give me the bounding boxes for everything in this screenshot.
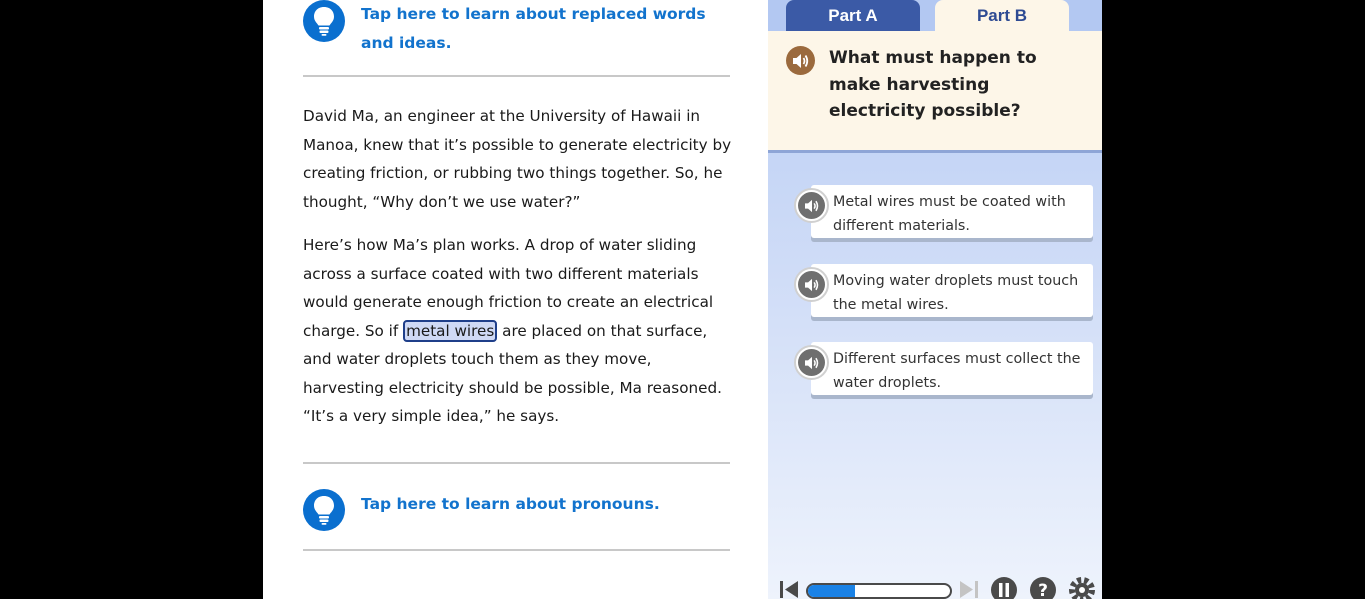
part-tabs	[768, 0, 1102, 31]
answer-option-2[interactable]	[811, 264, 1093, 317]
progress-fill	[808, 585, 855, 597]
skip-forward-icon[interactable]	[958, 578, 980, 599]
paragraph-2-text-a: Here’s how Ma’s plan works. A drop of water sliding across a surface coated with two different materials would generate enough friction to create an electrical charge. So if	[303, 236, 714, 340]
paragraph-1: David Ma, an engineer at the University of Hawaii in Manoa, knew that it’s possible to generate electricity by creating friction, or rubbing two things together. So, he thought, “Why don’t we use water?”	[303, 107, 732, 211]
question-text: What must happen to make harvesting electricity possible?	[829, 48, 1037, 121]
answer-option-text: Metal wires must be coated with different materials.	[833, 194, 1066, 234]
player-controls	[768, 572, 1102, 599]
settings-gear-icon[interactable]	[1068, 576, 1096, 599]
svg-text:?: ?	[1038, 581, 1048, 599]
tab-part-b[interactable]: Part B	[935, 0, 1069, 31]
paragraph-2	[303, 231, 733, 431]
answer-option-text: Different surfaces must collect the water droplets.	[833, 351, 1081, 391]
speaker-icon[interactable]	[786, 46, 815, 75]
speaker-icon[interactable]	[794, 188, 829, 223]
lightbulb-icon	[303, 489, 345, 531]
help-icon[interactable]	[1029, 576, 1057, 599]
tab-part-a[interactable]: Part A	[786, 0, 920, 31]
answer-option-3[interactable]	[811, 342, 1093, 395]
tip-pronouns[interactable]	[303, 489, 711, 531]
skip-back-icon[interactable]	[778, 578, 800, 599]
tip-replaced-words[interactable]	[303, 0, 711, 58]
divider	[303, 75, 730, 77]
progress-bar[interactable]	[806, 583, 952, 599]
reading-panel	[263, 0, 768, 599]
answer-option-text: Moving water droplets must touch the metal wires.	[833, 273, 1079, 313]
speaker-icon[interactable]	[794, 267, 829, 302]
lightbulb-icon	[303, 0, 345, 42]
divider	[303, 462, 730, 464]
speaker-icon[interactable]	[794, 345, 829, 380]
question-panel	[768, 0, 1102, 599]
paragraph-2-text-b: are placed on that surface, and water droplets touch them as they move, harvesting electricity should be possible, Ma reasoned. “It’s a very simple idea,” he says.	[303, 321, 722, 425]
divider	[303, 549, 730, 551]
question-box	[768, 31, 1102, 153]
highlighted-phrase[interactable]: metal wires	[403, 320, 497, 342]
tip-link-text[interactable]: Tap here to learn about pronouns.	[361, 495, 660, 513]
answer-option-1[interactable]	[811, 185, 1093, 238]
pause-icon[interactable]	[990, 576, 1018, 599]
tip-link-text[interactable]: Tap here to learn about replaced words and ideas.	[361, 5, 706, 52]
